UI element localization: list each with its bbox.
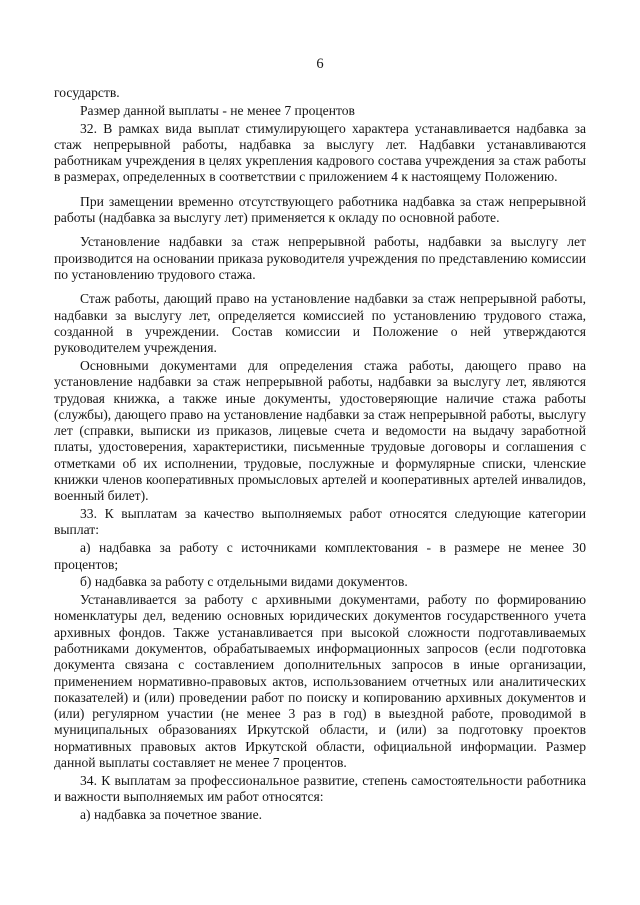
- paragraph-clause-32: 32. В рамках вида выплат стимулирующего характера устанавливается надбавка за стаж непрерывной работы, надбавка за выслугу лет. Надбавки устанавливаются работникам учреждения в целях укрепления кадрового состава учреждения за стаж работы в размерах, определенных в соответствии с приложением 4 к настоящему Положению.: [54, 120, 586, 185]
- page-number: 6: [316, 56, 324, 72]
- paragraph-clause-34: 34. К выплатам за профессиональное развитие, степень самостоятельности работника и важности выполняемых им работ относятся:: [54, 772, 586, 805]
- paragraph-payment-size: Размер данной выплаты - не менее 7 процентов: [80, 102, 355, 118]
- list-item-b-documents: б) надбавка за работу с отдельными видами документов.: [80, 574, 408, 590]
- paragraph-archive-work: Устанавливается за работу с архивными документами, работу по формированию номенклатуры дел, ведению основных юридических документов государственного учета архивных фондов. Также устанавливается при высокой сложности подготавливаемых работниками документов, обрабатываемых информационных запросов (если подготовка документа связана с составлением дополнительных запросов в иные организации, применением нормативно-правовых актов, использованием отчетных или аналитических показателей) и (или) проведении работ по поиску и копированию архивных документов и (или) регулярном участии (не менее 3 раз в год) в выездной работе, проводимой в муниципальных образованиях Иркутской области, и (или) за подготовку проектов нормативных правовых актов Иркутской области, официальной информации. Размер данной выплаты составляет не менее 7 процентов.: [54, 592, 586, 771]
- paragraph-main-documents: Основными документами для определения стажа работы, дающего право на установление надбавки за стаж непрерывной работы, надбавки за выслугу лет, являются трудовая книжка, а также иные документы, удостоверяющие наличие стажа работы (службы), дающего право на установление надбавки за стаж непрерывной работы, выслугу лет (справки, выписки из приказов, лицевые счета и ведомости на выдачу заработной платы, удостоверения, характеристики, письменные трудовые договоры и соглашения с отметками об их исполнении, трудовые, послужные и формулярные списки, членские книжки членов кооперативных промысловых артелей и кооперативных артелей инвалидов, военный билет).: [54, 357, 586, 504]
- list-item-a-honorary-title: а) надбавка за почетное звание.: [80, 806, 263, 822]
- paragraph-temporary-replacement: При замещении временно отсутствующего работника надбавка за стаж непрерывной работы (надбавка за выслугу лет) применяется к окладу по основной работе.: [54, 193, 586, 226]
- paragraph-continuation: государств.: [54, 85, 120, 100]
- paragraph-establishment-basis: Установление надбавки за стаж непрерывной работы, надбавки за выслугу лет производится на основании приказа руководителя учреждения по представлению комиссии по установлению трудового стажа.: [54, 234, 586, 282]
- document-body: [54, 85, 586, 825]
- paragraph-clause-33: 33. К выплатам за качество выполняемых работ относятся следующие категории выплат:: [54, 506, 586, 538]
- list-item-a-sources: а) надбавка за работу с источниками комплектования - в размере не менее 30 процентов;: [54, 540, 586, 572]
- paragraph-commission: Стаж работы, дающий право на установление надбавки за стаж непрерывной работы, надбавки за выслугу лет, определяется комиссией по установлению трудового стажа, созданной в учреждении. Состав комиссии и Положение о ней утверждаются руководителем учреждения.: [54, 291, 586, 356]
